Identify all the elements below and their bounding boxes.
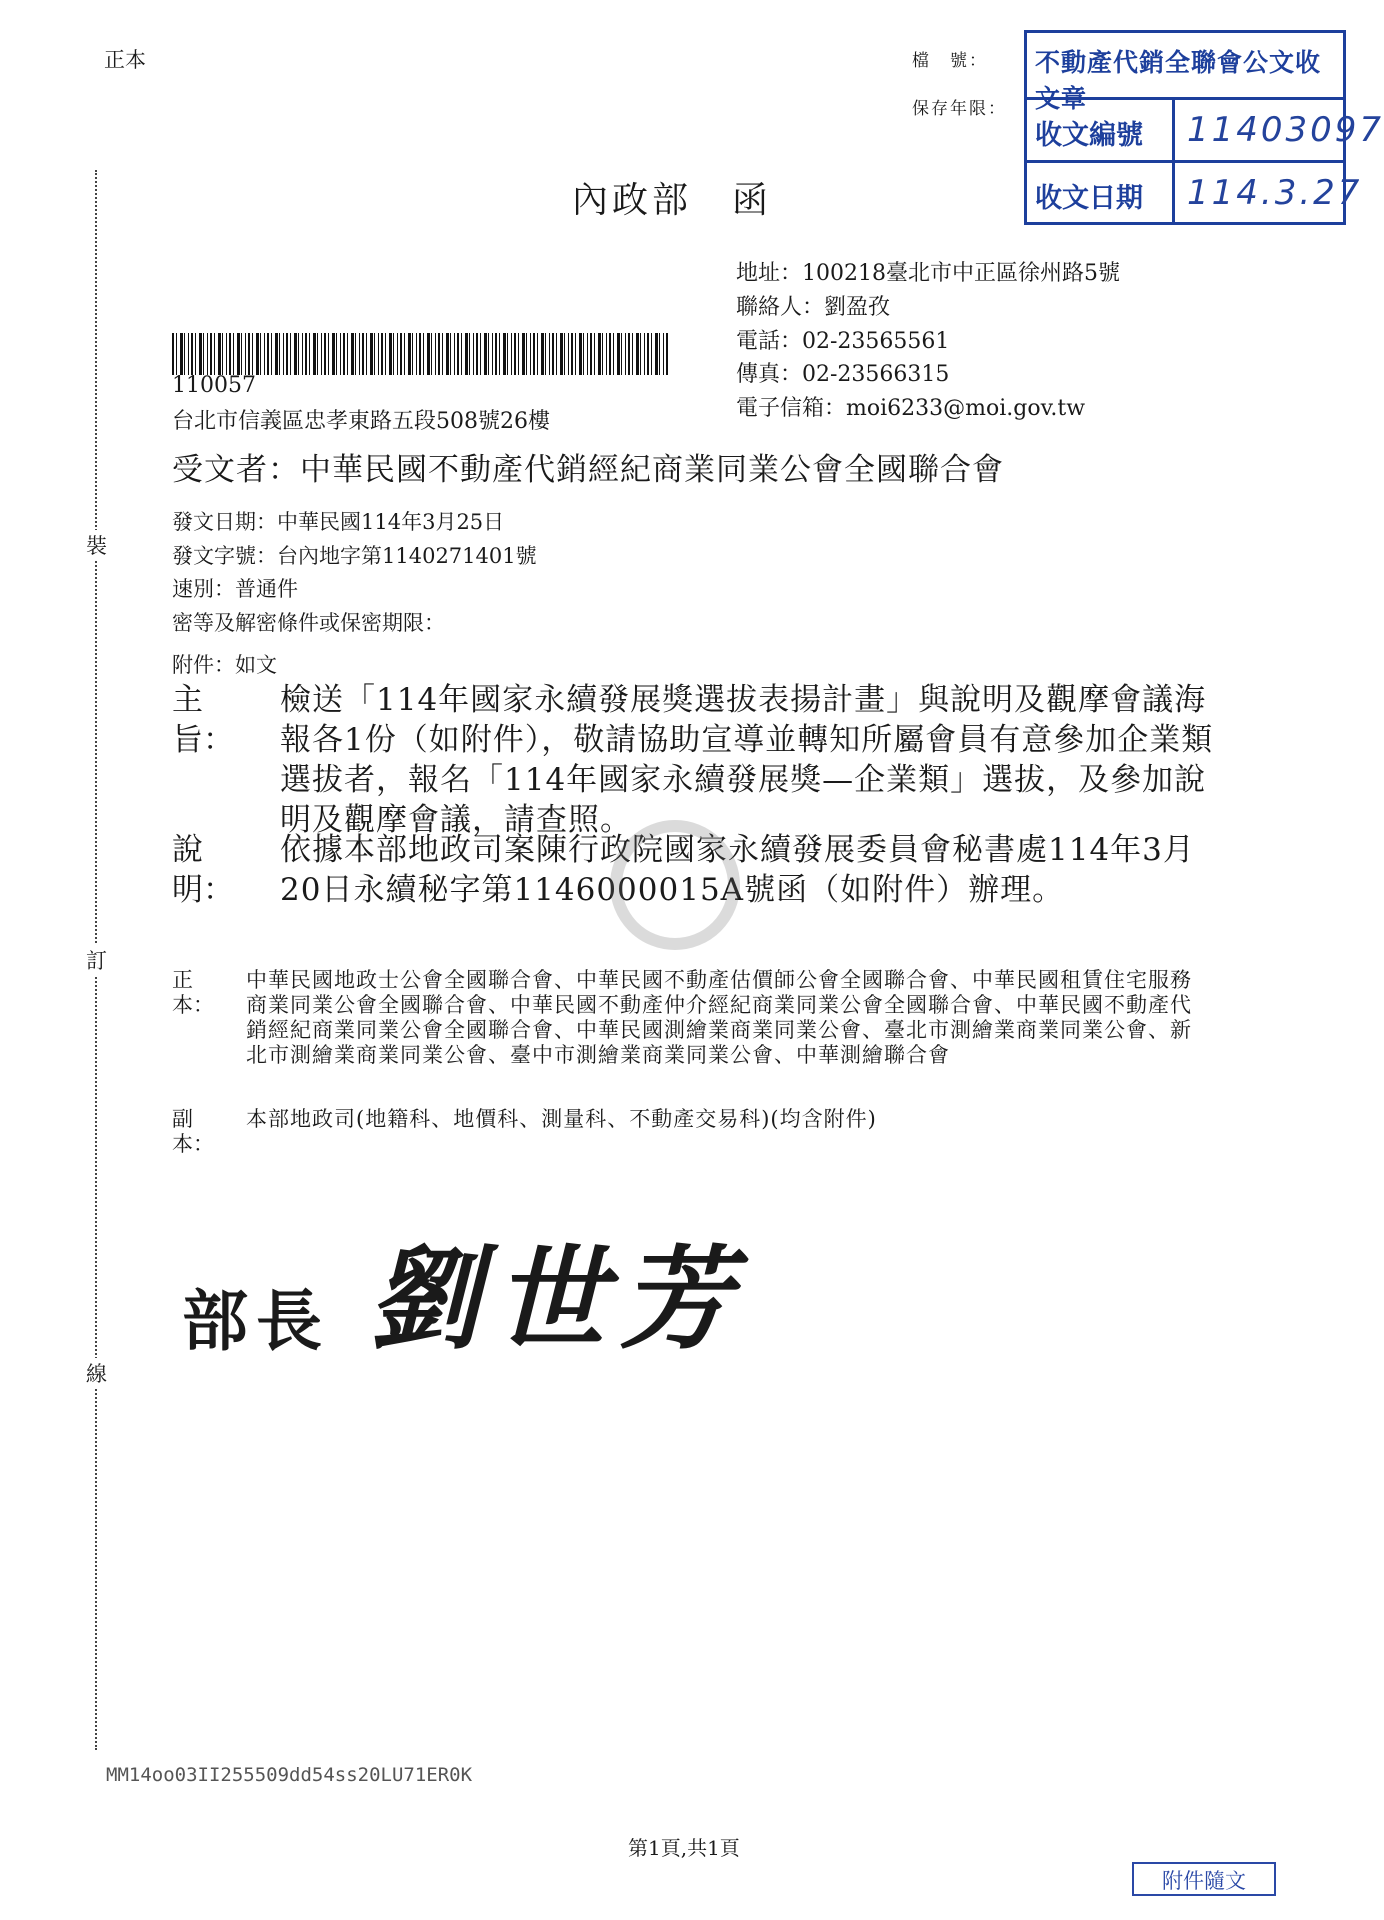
recipient: 受文者：中華民國不動產代銷經紀商業同業公會全國聯合會 <box>172 452 1004 488</box>
signature-name: 劉世芳 <box>368 1234 746 1365</box>
retention-period-label: 保存年限： <box>912 99 1007 119</box>
attachment-stamp: 附件隨文 <box>1132 1862 1276 1896</box>
contact-address: 地址：100218臺北市中正區徐州路5號 <box>736 261 1120 286</box>
receipt-number-label: 收文編號 <box>1035 120 1143 151</box>
ministry-seal-watermark <box>610 820 740 950</box>
receipt-date-value: 114.3.27 <box>1187 173 1363 213</box>
receipt-stamp-title: 不動產代銷全聯會公文收文章 <box>1035 48 1322 113</box>
mailing-address: 台北市信義區忠孝東路五段508號26樓 <box>172 409 550 434</box>
copy-type-label: 正本 <box>104 48 146 72</box>
explanation-label: 說明： <box>172 832 234 908</box>
receipt-date-row <box>1027 160 1363 223</box>
barcode <box>172 333 670 375</box>
original-label: 正本： <box>172 968 214 1017</box>
secrecy-level: 密等及解密條件或保密期限： <box>172 611 445 635</box>
binding-mark-xian: 線 <box>86 1358 107 1388</box>
issue-date: 發文日期：中華民國114年3月25日 <box>172 510 505 534</box>
mailing-postcode: 110057 <box>172 373 256 398</box>
document-title: 內政部 函 <box>572 180 773 221</box>
speed-class: 速別：普通件 <box>172 577 298 601</box>
subject-label: 主旨： <box>172 682 234 758</box>
contact-phone: 電話：02-23565561 <box>736 329 950 354</box>
document-serial: MM14oo03II255509dd54ss20LU71ER0K <box>106 1764 473 1786</box>
copy-label: 副本： <box>172 1107 214 1156</box>
contact-person: 聯絡人：劉盈孜 <box>736 295 891 320</box>
explanation-text: 依據本部地政司案陳行政院國家永續發展委員會秘書處114年3月20日永續秘字第1146000015A號函（如附件）辦理。 <box>280 832 1195 908</box>
original-text: 中華民國地政士公會全國聯合會、中華民國不動產估價師公會全國聯合會、中華民國租賃住宅服務商業同業公會全國聯合會、中華民國不動產仲介經紀商業同業公會全國聯合會、中華民國不動產代銷經紀商業同業公會全國聯合會、中華民國測繪業商業同業公會、臺北市測繪業商業同業公會、新北市測繪業商業同業公會、臺中市測繪業商業同業公會、中華測繪聯合會 <box>246 968 1192 1067</box>
file-number-label: 檔 號： <box>912 51 988 71</box>
attachment-note: 附件：如文 <box>172 653 277 677</box>
copy-text: 本部地政司(地籍科、地價科、測量科、不動產交易科)(均含附件) <box>246 1107 877 1131</box>
receipt-number-row <box>1027 97 1384 160</box>
binding-mark-zhuang: 裝 <box>86 530 107 560</box>
document-number: 發文字號：台內地字第1140271401號 <box>172 544 537 568</box>
page-info: 第1頁,共1頁 <box>628 1836 740 1860</box>
receipt-date-label: 收文日期 <box>1035 183 1143 214</box>
subject-text: 檢送「114年國家永續發展獎選拔表揚計畫」與說明及觀摩會議海報各1份（如附件），敬請協助宣導並轉知所屬會員有意參加企業類選拔者，報名「114年國家永續發展獎—企業類」選拔，及參加說明及觀摩會議，請查照。 <box>280 682 1214 838</box>
contact-email: 電子信箱：moi6233@moi.gov.tw <box>736 396 1086 421</box>
signature-title: 部長 <box>182 1282 330 1360</box>
receipt-number-value: 11403097 <box>1187 110 1384 150</box>
binding-mark-ding: 訂 <box>86 945 107 975</box>
contact-fax: 傳真：02-23566315 <box>736 362 950 387</box>
receipt-stamp <box>1024 30 1384 225</box>
